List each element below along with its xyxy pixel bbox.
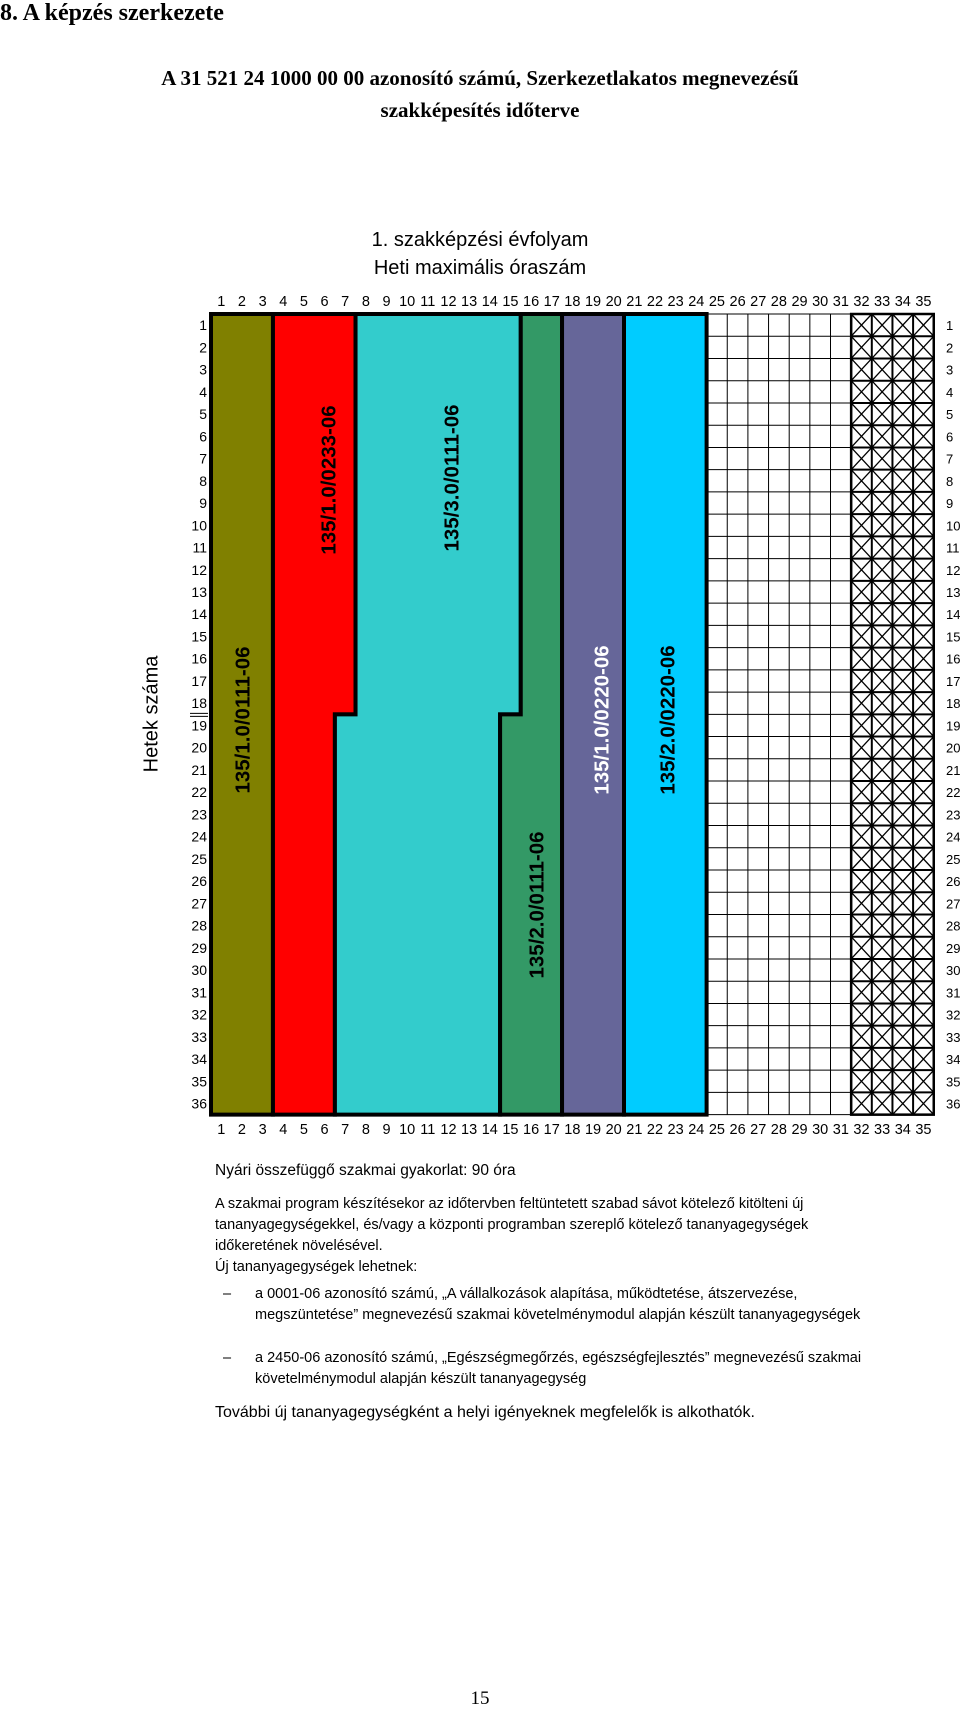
week-label-right: 8: [946, 473, 954, 489]
week-label-left: 5: [199, 406, 207, 423]
week-label-right: 29: [946, 940, 960, 956]
week-label-left: 8: [199, 472, 207, 489]
week-label-left: 26: [191, 873, 207, 890]
new-unit-item-2-line-1: a 2450-06 azonosító számú, „Egészségmegőrzés, egészségfejlesztés” megnevezésű szakmai: [255, 1350, 862, 1366]
week-label-right: 27: [946, 896, 960, 912]
hour-label-bottom: 35: [915, 1122, 932, 1138]
week-label-right: 9: [946, 496, 954, 512]
week-label-right: 31: [946, 985, 960, 1001]
week-label-right: 23: [946, 807, 960, 823]
week-label-left: 14: [191, 606, 207, 623]
week-label-right: 14: [946, 607, 960, 623]
hour-label-bottom: 19: [584, 1122, 602, 1138]
hour-label-top: 22: [646, 294, 664, 310]
hour-label-top: 10: [399, 294, 416, 310]
hour-label-bottom: 7: [341, 1122, 350, 1138]
hour-label-bottom: 6: [320, 1122, 329, 1138]
week-label-left: 22: [191, 784, 207, 801]
week-label-left: 23: [191, 806, 207, 823]
hour-label-bottom: 11: [420, 1122, 436, 1138]
hour-label-bottom: 18: [564, 1122, 581, 1138]
hour-label-bottom: 14: [481, 1122, 498, 1138]
week-label-left: 16: [191, 650, 207, 667]
hour-label-top: 3: [258, 294, 267, 310]
hour-label-top: 20: [605, 294, 622, 310]
week-label-right: 13: [946, 585, 960, 600]
module-label-6: 135/2.0/0220-06: [656, 645, 680, 795]
hour-label-bottom: 15: [502, 1122, 519, 1138]
week-label-left: 12: [191, 561, 207, 578]
hour-label-top: 5: [299, 294, 308, 310]
hour-label-top: 28: [770, 294, 787, 310]
week-label-right: 33: [946, 1029, 960, 1045]
week-label-left: 34: [191, 1051, 207, 1068]
hour-label-bottom: 20: [605, 1122, 622, 1138]
hour-label-bottom: 27: [750, 1122, 767, 1138]
hour-label-bottom: 5: [299, 1122, 308, 1138]
week-label-left: 11: [192, 539, 207, 556]
week-label-left: 28: [191, 917, 207, 934]
hour-label-top: 11: [420, 294, 436, 310]
hour-label-top: 30: [812, 294, 829, 310]
hour-label-top: 6: [320, 294, 329, 310]
hour-label-top: 18: [564, 294, 581, 310]
week-label-left: 31: [191, 984, 207, 1001]
week-label-right: 34: [946, 1052, 960, 1068]
week-label-right: 36: [946, 1096, 960, 1112]
dash-bullet: –: [223, 1350, 232, 1366]
week-label-right: 4: [946, 384, 954, 400]
week-label-left: 35: [191, 1073, 207, 1090]
hour-label-bottom: 9: [382, 1122, 391, 1138]
week-label-left: 2: [199, 339, 207, 356]
hour-label-top: 21: [626, 294, 643, 310]
week-label-right: 26: [946, 874, 960, 890]
week-label-left: 32: [191, 1006, 207, 1023]
new-unit-item-2: [215, 1348, 915, 1390]
week-label-right: 18: [946, 696, 960, 712]
hour-label-bottom: 31: [832, 1122, 849, 1138]
week-label-left: 1: [199, 317, 207, 334]
week-label-left: 9: [199, 495, 207, 512]
document-title-line-1: A 31 521 24 1000 00 00 azonosító számú, Szerkezetlakatos megnevezésű: [161, 66, 799, 90]
hour-label-top: 24: [688, 294, 705, 310]
week-label-right: 32: [946, 1007, 960, 1023]
new-unit-item-1-line-1: a 0001-06 azonosító számú, „A vállalkozások alapítása, működtetése, átszervezése,: [255, 1286, 798, 1302]
hour-label-top: 2: [237, 294, 247, 310]
page-number: 15: [470, 1688, 490, 1709]
hour-label-top: 16: [523, 294, 540, 310]
hour-label-bottom: 34: [894, 1122, 911, 1138]
hour-label-bottom: 29: [791, 1122, 808, 1138]
week-label-right: 15: [946, 629, 960, 645]
new-units-intro: Új tananyagegységek lehetnek:: [215, 1259, 418, 1275]
hour-label-bottom: 26: [729, 1122, 746, 1138]
week-label-left: 25: [191, 850, 207, 867]
week-label-right: 11: [946, 540, 960, 556]
hour-label-top: 25: [708, 294, 725, 310]
hour-label-top: 7: [341, 294, 350, 310]
dash-bullet: –: [223, 1286, 232, 1302]
week-label-left: 20: [191, 739, 207, 756]
week-label-right: 10: [946, 518, 960, 534]
module-label-1: 135/1.0/0111-06: [231, 646, 255, 794]
week-label-left: 27: [191, 895, 207, 912]
week-label-right: 5: [946, 407, 954, 423]
week-label-left: 30: [191, 962, 207, 979]
new-unit-item-1: [215, 1284, 915, 1326]
hour-label-bottom: 12: [440, 1122, 457, 1138]
week-label-right: 19: [946, 718, 960, 734]
hour-label-top: 8: [361, 294, 370, 310]
hour-label-top: 14: [481, 294, 498, 310]
hour-label-bottom: 4: [279, 1122, 288, 1138]
module-label-2: 135/1.0/0233-06: [317, 405, 341, 555]
week-label-left: 33: [191, 1028, 207, 1045]
hour-label-top: 19: [584, 294, 602, 310]
final-note: További új tananyagegységként a helyi igényeknek megfelelők is alkothatók.: [215, 1404, 755, 1421]
hour-label-bottom: 22: [646, 1122, 664, 1138]
y-axis-label: Hetek száma: [140, 655, 163, 773]
hour-label-bottom: 13: [461, 1122, 478, 1138]
week-label-right: 3: [946, 362, 954, 378]
week-label-left: 36: [191, 1095, 207, 1112]
week-label-left: 6: [199, 428, 207, 445]
hour-label-top: 27: [750, 294, 767, 310]
hour-label-top: 9: [382, 294, 391, 310]
module-label-4: 135/2.0/0111-06: [525, 831, 549, 979]
chart-title: 1. szakképzési évfolyam: [371, 229, 589, 251]
week-label-left: 7: [199, 450, 207, 467]
new-unit-item-2-line-2: követelménymodul alapján készült tananyagegység: [255, 1371, 587, 1387]
week-label-right: 21: [946, 762, 960, 778]
new-unit-item-1-line-2: megszüntetése” megnevezésű szakmai követelménymodul alapján készült tananyagegységek: [255, 1307, 861, 1323]
hour-label-bottom: 28: [770, 1122, 787, 1138]
week-label-right: 12: [946, 562, 960, 578]
hour-label-top: 35: [915, 294, 932, 310]
chart-subtitle: Heti maximális óraszám: [373, 257, 587, 279]
week-label-right: 16: [946, 651, 960, 667]
hour-label-bottom: 24: [688, 1122, 705, 1138]
free-band-paragraph-line-2: tananyagegységekkel, és/vagy a központi programban szereplő kötelező tananyagegységek: [215, 1217, 809, 1233]
hour-label-top: 32: [853, 294, 870, 310]
week-label-right: 22: [946, 785, 960, 801]
week-label-left: 17: [191, 672, 207, 689]
week-label-left: 13: [191, 584, 207, 600]
week-label-right: 25: [946, 851, 960, 867]
free-band-paragraph-line-1: A szakmai program készítésekor az időtervben feltüntetett szabad sávot kötelező kitölteni új: [215, 1196, 804, 1212]
hour-label-top: 4: [279, 294, 288, 310]
hour-label-top: 13: [461, 294, 478, 310]
week-label-left: 3: [199, 361, 207, 378]
week-label-right: 17: [946, 673, 960, 689]
week-label-right: 7: [946, 451, 954, 467]
hour-label-top: 15: [502, 294, 519, 310]
hour-label-top: 17: [543, 294, 560, 310]
hour-label-bottom: 21: [626, 1122, 643, 1138]
hour-label-bottom: 1: [217, 1122, 226, 1138]
week-label-left: 24: [191, 828, 207, 845]
hour-label-top: 29: [791, 294, 808, 310]
week-label-left: 18: [191, 695, 207, 712]
week-label-left: 10: [191, 517, 207, 534]
free-band-paragraph-line-3: időkeretének növelésével.: [215, 1238, 383, 1254]
week-label-right: 30: [946, 963, 960, 979]
week-label-right: 6: [946, 429, 954, 445]
week-label-right: 2: [946, 340, 954, 356]
section-heading: 8. A képzés szerkezete: [0, 0, 224, 26]
week-label-right: 24: [946, 829, 960, 845]
hour-label-top: 31: [832, 294, 849, 310]
summer-practice-note: Nyári összefüggő szakmai gyakorlat: 90 óra: [215, 1162, 516, 1179]
hour-label-top: 1: [217, 294, 226, 310]
hour-label-bottom: 3: [258, 1122, 267, 1138]
week-label-left: 15: [191, 628, 207, 645]
week-label-left: 21: [191, 761, 207, 778]
week-label-right: 28: [946, 918, 960, 934]
hour-label-bottom: 16: [523, 1122, 540, 1138]
week-label-left: 4: [199, 383, 207, 400]
hour-label-bottom: 25: [708, 1122, 725, 1138]
module-label-5: 135/1.0/0220-06: [590, 645, 614, 795]
module-label-3: 135/3.0/0111-06: [440, 404, 464, 552]
module-block-3: [335, 314, 521, 1115]
hour-label-bottom: 2: [237, 1122, 247, 1138]
hour-label-top: 23: [667, 294, 684, 310]
hour-label-bottom: 23: [667, 1122, 684, 1138]
notes-section: [215, 1160, 915, 1423]
hour-label-bottom: 10: [399, 1122, 416, 1138]
hour-label-bottom: 33: [874, 1122, 891, 1138]
week-label-right: 1: [946, 318, 954, 334]
week-label-left: 19: [191, 717, 207, 734]
hour-label-top: 34: [894, 294, 911, 310]
hour-label-bottom: 30: [812, 1122, 829, 1138]
hour-label-bottom: 32: [853, 1122, 870, 1138]
document-title-line-2: szakképesítés időterve: [380, 98, 580, 122]
hour-label-top: 12: [440, 294, 457, 310]
week-label-left: 29: [191, 939, 207, 956]
hour-label-bottom: 17: [543, 1122, 560, 1138]
hour-label-top: 33: [874, 294, 891, 310]
hour-label-top: 26: [729, 294, 746, 310]
week-label-right: 35: [946, 1074, 960, 1090]
hour-label-bottom: 8: [361, 1122, 370, 1138]
week-label-right: 20: [946, 740, 960, 756]
